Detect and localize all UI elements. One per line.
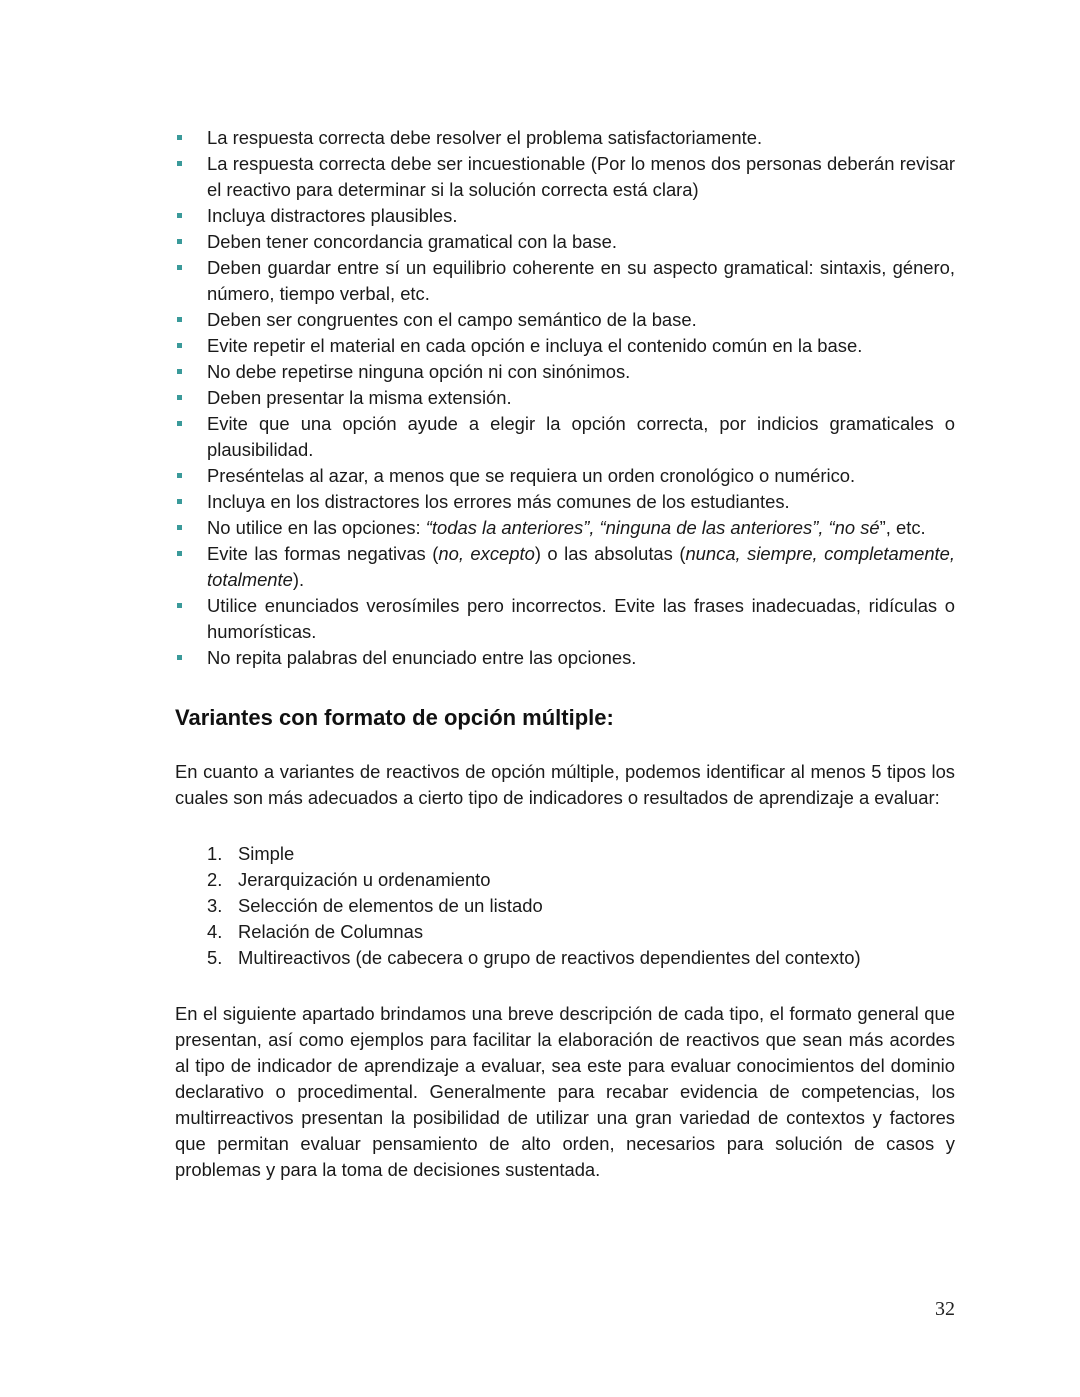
guideline-text: No debe repetirse ninguna opción ni con sinónimos.: [207, 361, 631, 382]
square-bullet-icon: [177, 213, 182, 218]
variant-text: Selección de elementos de un listado: [238, 895, 543, 916]
guideline-text: Preséntelas al azar, a menos que se requiera un orden cronológico o numérico.: [207, 465, 856, 486]
guideline-text: Incluya en los distractores los errores más comunes de los estudiantes.: [207, 491, 790, 512]
square-bullet-icon: [177, 161, 182, 166]
guideline-item: [175, 255, 955, 307]
guidelines-list: [175, 125, 955, 671]
guideline-item: [175, 645, 955, 671]
guideline-item: [175, 385, 955, 411]
guideline-text: Evite las formas negativas (: [207, 543, 439, 564]
square-bullet-icon: [177, 369, 182, 374]
square-bullet-icon: [177, 395, 182, 400]
variant-text: Jerarquización u ordenamiento: [238, 869, 491, 890]
page-content: [175, 125, 955, 1183]
variant-text: Relación de Columnas: [238, 921, 424, 942]
intro-paragraph: En cuanto a variantes de reactivos de opción múltiple, podemos identificar al menos 5 tipos los cuales son más adecuados a cierto tipo de indicadores o resultados de aprendizaje a evaluar:: [175, 761, 955, 808]
variants-list: [175, 841, 955, 971]
square-bullet-icon: [177, 239, 182, 244]
guideline-text: No utilice en las opciones:: [207, 517, 426, 538]
square-bullet-icon: [177, 603, 182, 608]
variant-number: 1.: [207, 843, 223, 864]
square-bullet-icon: [177, 551, 182, 556]
guideline-item: [175, 151, 955, 203]
variant-number: 2.: [207, 869, 223, 890]
variant-item: [175, 919, 955, 945]
guideline-text: no, excepto: [438, 543, 535, 564]
guideline-text: ”, etc.: [879, 517, 926, 538]
guideline-text: No repita palabras del enunciado entre las opciones.: [207, 647, 637, 668]
guideline-item: [175, 541, 955, 593]
square-bullet-icon: [177, 421, 182, 426]
guideline-text: “todas la anteriores”, “ninguna de las anteriores”, “no sé: [425, 517, 880, 538]
guideline-item: [175, 229, 955, 255]
variant-number: 5.: [207, 947, 223, 968]
guideline-item: [175, 515, 955, 541]
guideline-item: [175, 125, 955, 151]
guideline-text: Evite repetir el material en cada opción e incluya el contenido común en la base.: [207, 335, 863, 356]
guideline-item: [175, 593, 955, 645]
guideline-text: Deben ser congruentes con el campo semántico de la base.: [207, 309, 697, 330]
square-bullet-icon: [177, 655, 182, 660]
guideline-item: [175, 359, 955, 385]
guideline-text: Deben presentar la misma extensión.: [207, 387, 512, 408]
square-bullet-icon: [177, 317, 182, 322]
square-bullet-icon: [177, 473, 182, 478]
guideline-text: Deben guardar entre sí un equilibrio coherente en su aspecto gramatical: sintaxis, género, número, tiempo verbal, etc.: [207, 257, 955, 304]
guideline-text: nunca, siempre, completamente, totalmente: [207, 543, 955, 590]
page-number: 32: [935, 1298, 955, 1320]
guideline-item: [175, 307, 955, 333]
guideline-item: [175, 411, 955, 463]
section-title: Variantes con formato de opción múltiple:: [175, 705, 614, 730]
square-bullet-icon: [177, 343, 182, 348]
variant-item: [175, 841, 955, 867]
guideline-text: Deben tener concordancia gramatical con la base.: [207, 231, 617, 252]
guideline-item: [175, 203, 955, 229]
closing-paragraph: En el siguiente apartado brindamos una breve descripción de cada tipo, el formato general que presentan, así como ejemplos para facilitar la elaboración de reactivos que sean más acordes al tipo de indicador de aprendizaje a evaluar, sea este para evaluar conocimientos del dominio declarativo o procedimental. Generalmente para recabar evidencia de competencias, los multirreactivos presentan la posibilidad de utilizar una gran variedad de contextos y factores que permitan evaluar pensamiento de alto orden, necesarios para solución de casos y problemas y para la toma de decisiones sustentada.: [175, 1003, 955, 1180]
guideline-text: La respuesta correcta debe ser incuestionable (Por lo menos dos personas deberán revisar el reactivo para determinar si la solución correcta está clara): [207, 153, 955, 200]
variant-number: 4.: [207, 921, 223, 942]
square-bullet-icon: [177, 265, 182, 270]
variant-text: Multireactivos (de cabecera o grupo de reactivos dependientes del contexto): [238, 947, 861, 968]
guideline-text: Utilice enunciados verosímiles pero incorrectos. Evite las frases inadecuadas, ridículas o humorísticas.: [207, 595, 955, 642]
guideline-item: [175, 489, 955, 515]
guideline-text: Evite que una opción ayude a elegir la opción correcta, por indicios gramaticales o plausibilidad.: [207, 413, 955, 460]
variant-item: [175, 867, 955, 893]
square-bullet-icon: [177, 525, 182, 530]
guideline-text: ).: [292, 569, 305, 590]
variant-item: [175, 945, 955, 971]
guideline-item: [175, 333, 955, 359]
variant-number: 3.: [207, 895, 223, 916]
guideline-text: Incluya distractores plausibles.: [207, 205, 458, 226]
square-bullet-icon: [177, 499, 182, 504]
variant-text: Simple: [238, 843, 295, 864]
guideline-text: ) o las absolutas (: [534, 543, 686, 564]
square-bullet-icon: [177, 135, 182, 140]
guideline-item: [175, 463, 955, 489]
variant-item: [175, 893, 955, 919]
guideline-text: La respuesta correcta debe resolver el problema satisfactoriamente.: [207, 127, 763, 148]
